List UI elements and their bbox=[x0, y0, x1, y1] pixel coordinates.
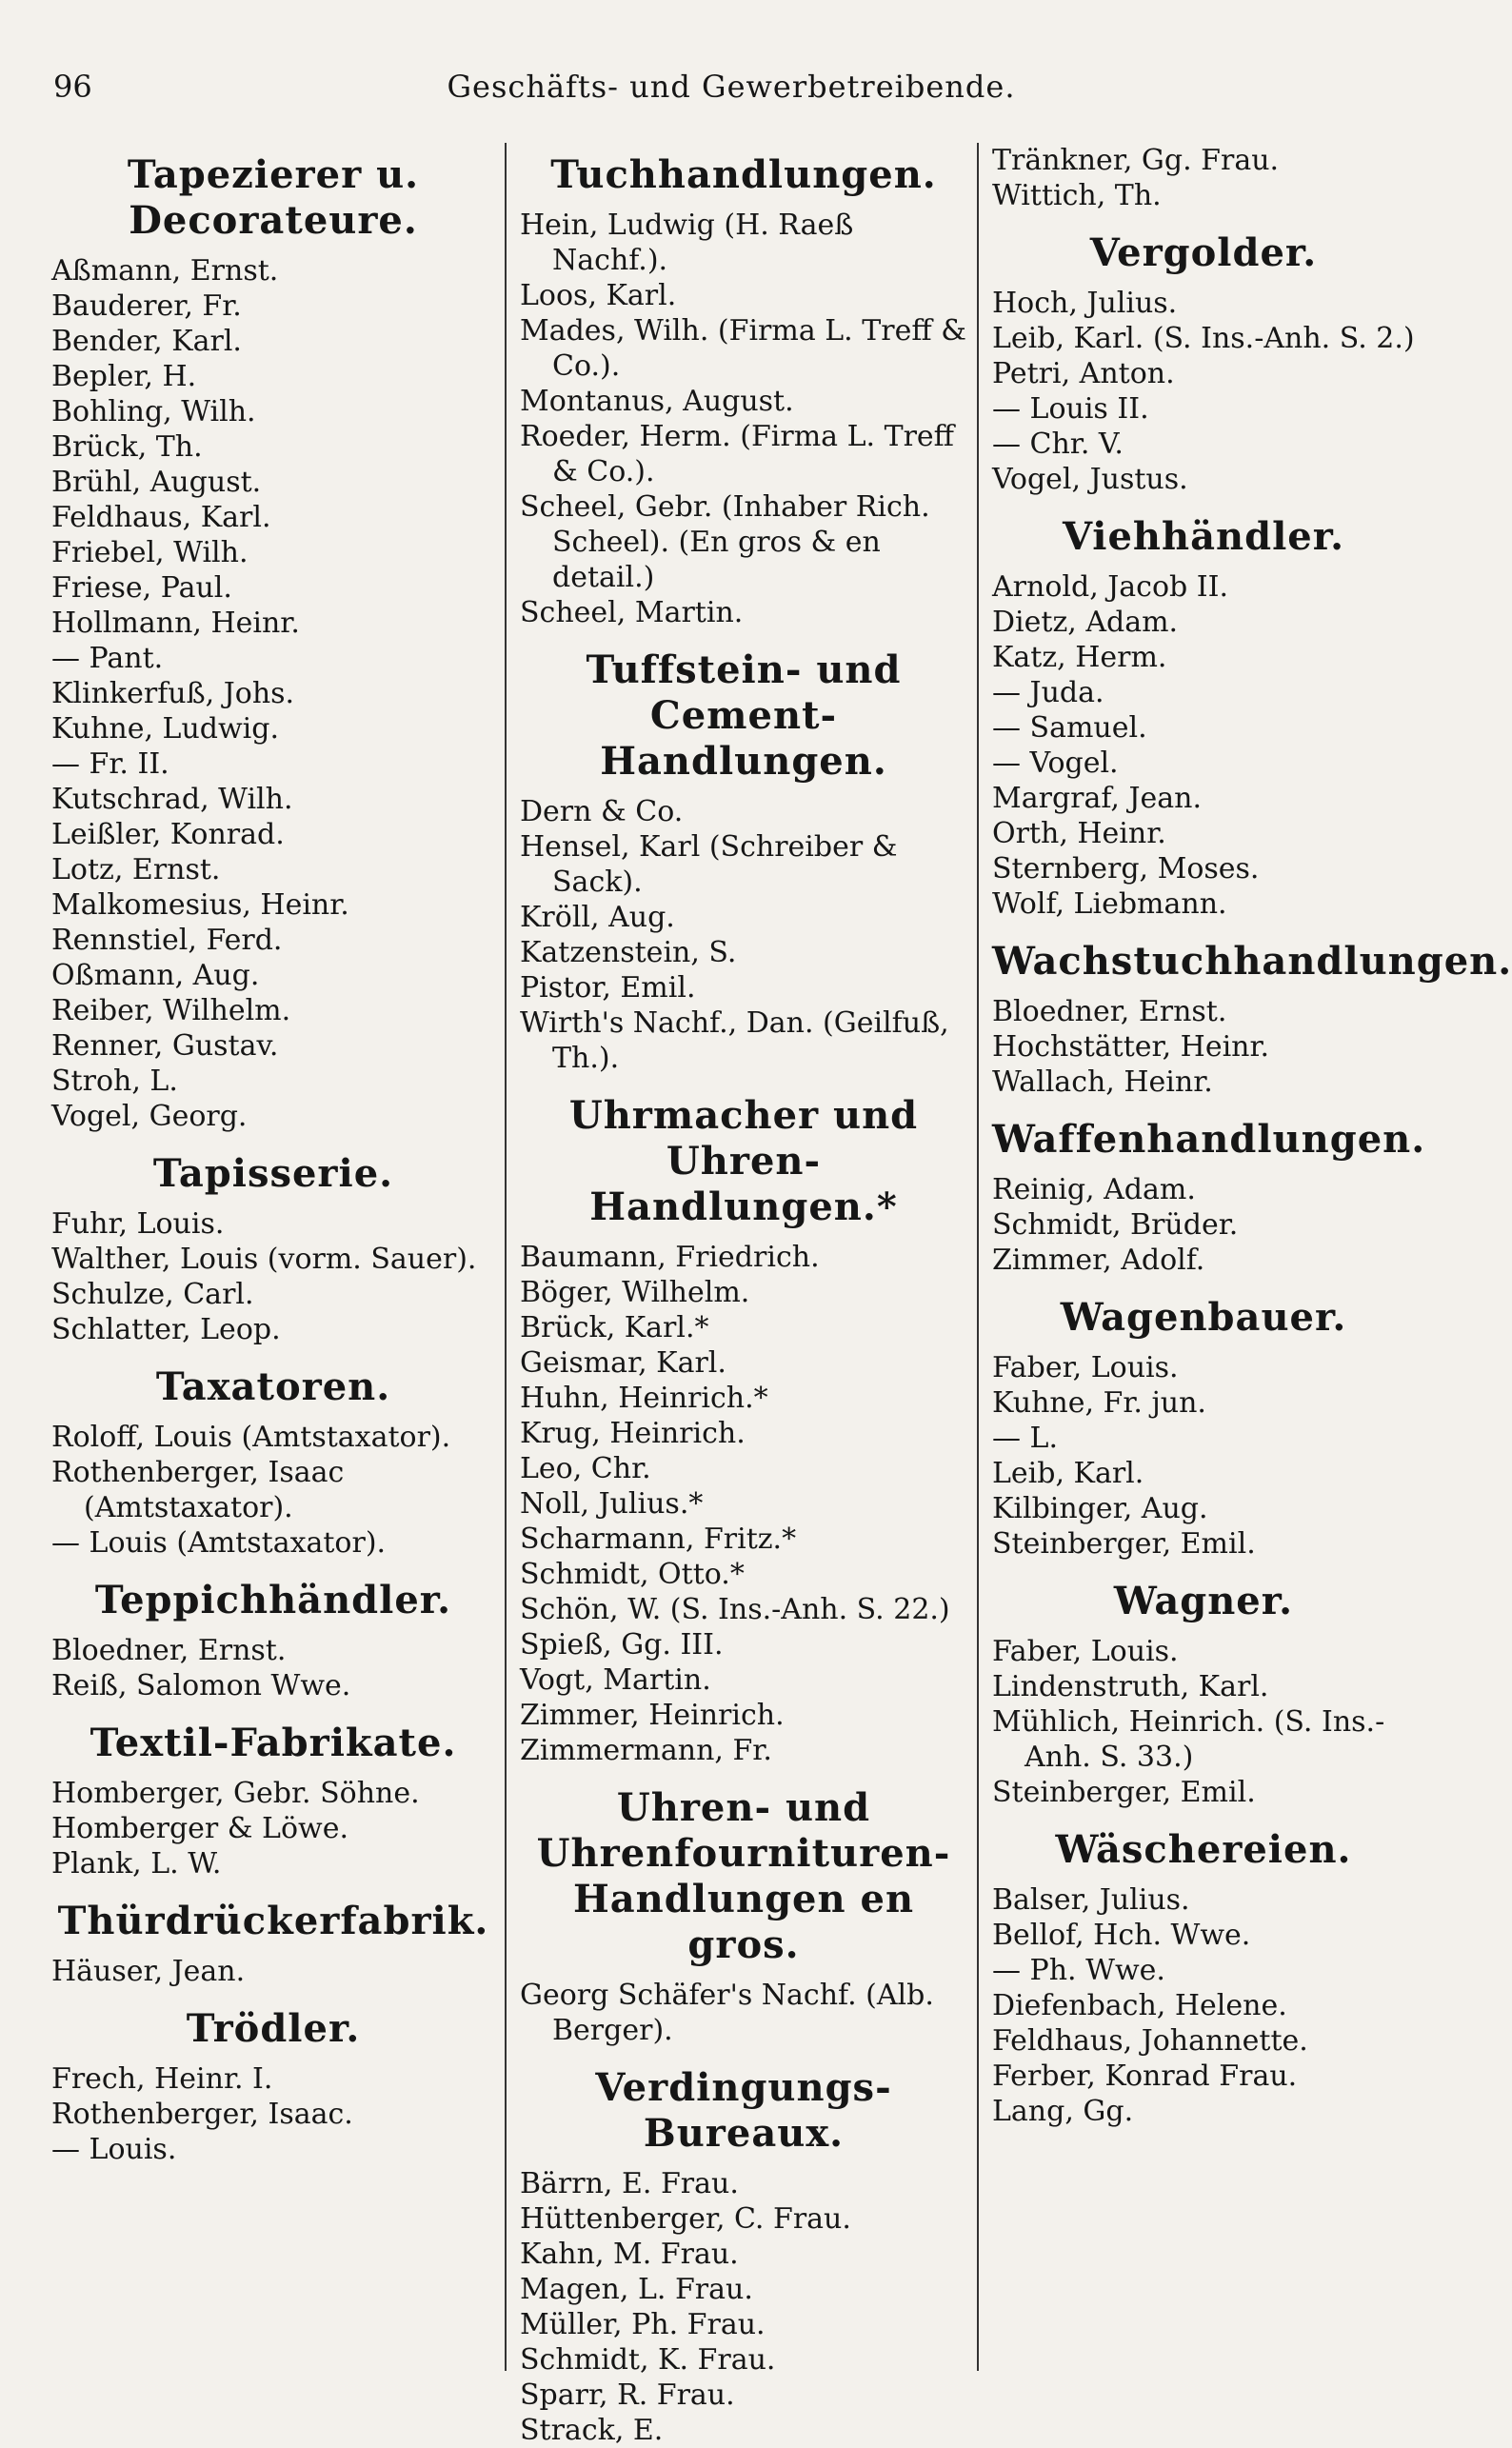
section-title: Tapezierer u. Decorateure. bbox=[127, 152, 420, 243]
section-title: Tuffstein- und Cement-Handlungen. bbox=[586, 647, 902, 784]
directory-entry: Frech, Heinr. I. bbox=[51, 2062, 273, 2096]
directory-entry: Homberger & Löwe. bbox=[51, 1812, 348, 1845]
directory-entry: Schmidt, Brüder. bbox=[992, 1208, 1239, 1242]
directory-entry: Lang, Gg. bbox=[992, 2095, 1134, 2128]
directory-entry: — Louis. bbox=[51, 2133, 177, 2166]
directory-entry: Klinkerfuß, Johs. bbox=[51, 677, 295, 710]
directory-entry: Rennstiel, Ferd. bbox=[51, 924, 283, 957]
directory-entry: Katz, Herm. bbox=[992, 641, 1167, 674]
directory-entry: Feldhaus, Karl. bbox=[51, 501, 271, 534]
directory-entry: Spieß, Gg. III. bbox=[520, 1628, 724, 1662]
directory-entry: Leo, Chr. bbox=[520, 1452, 651, 1485]
directory-entry: Bärrn, E. Frau. bbox=[520, 2167, 739, 2200]
section-title: Trödler. bbox=[186, 2006, 361, 2051]
running-title: Geschäfts- und Gewerbetreibende. bbox=[447, 69, 1016, 105]
directory-entry: Häuser, Jean. bbox=[51, 1955, 246, 1988]
directory-entry: Böger, Wilhelm. bbox=[520, 1276, 750, 1309]
directory-entry: Rothenberger, Isaac. bbox=[51, 2098, 353, 2131]
directory-entry: Scheel, Martin. bbox=[520, 596, 744, 629]
directory-entry: Faber, Louis. bbox=[992, 1635, 1179, 1668]
directory-entry: Kutschrad, Wilh. bbox=[51, 783, 293, 816]
directory-entry: Stroh, L. bbox=[51, 1065, 178, 1098]
directory-entry: Brück, Th. bbox=[51, 430, 203, 464]
directory-entry: Leib, Karl. bbox=[992, 1457, 1144, 1490]
directory-entry: Bloedner, Ernst. bbox=[992, 995, 1227, 1028]
directory-entry: Petri, Anton. bbox=[992, 357, 1175, 390]
directory-entry: Feldhaus, Johannette. bbox=[992, 2024, 1308, 2058]
directory-entry: Zimmer, Heinrich. bbox=[520, 1699, 785, 1732]
column-3 bbox=[977, 143, 1512, 2371]
directory-entry: Wallach, Heinr. bbox=[992, 1065, 1213, 1099]
directory-entry: Brück, Karl.* bbox=[520, 1311, 709, 1344]
directory-entry: Diefenbach, Helene. bbox=[992, 1989, 1287, 2022]
directory-entry: Reinig, Adam. bbox=[992, 1173, 1196, 1206]
directory-entry: Hollmann, Heinr. bbox=[51, 607, 300, 640]
section-title: Uhrmacher und Uhren-Handlungen.* bbox=[568, 1093, 919, 1229]
section-title: Waffenhandlungen. bbox=[992, 1117, 1426, 1162]
directory-entry: Reiber, Wilhelm. bbox=[51, 994, 291, 1027]
directory-entry: — Pant. bbox=[51, 642, 164, 675]
directory-entry: — L. bbox=[992, 1422, 1058, 1455]
directory-entry: Schmidt, Otto.* bbox=[520, 1558, 745, 1591]
directory-entry: Leib, Karl. (S. Ins.-Anh. S. 2.) bbox=[992, 322, 1415, 355]
directory-entry: Scharmann, Fritz.* bbox=[520, 1523, 797, 1556]
directory-entry: Kuhne, Fr. jun. bbox=[992, 1386, 1206, 1420]
directory-entry: Schlatter, Leop. bbox=[51, 1313, 281, 1346]
directory-entry: Roeder, Herm. (Firma L. Treff & Co.). bbox=[520, 420, 954, 488]
section-title: Tapisserie. bbox=[152, 1151, 394, 1196]
section-title: Wachstuchhandlungen. bbox=[992, 939, 1512, 984]
directory-entry: Renner, Gustav. bbox=[51, 1029, 279, 1063]
directory-entry: Fuhr, Louis. bbox=[51, 1207, 225, 1241]
section-title: Thürdrückerfabrik. bbox=[57, 1899, 489, 1943]
directory-entry: Hein, Ludwig (H. Raeß Nachf.). bbox=[520, 209, 854, 277]
directory-entry: Schmidt, K. Frau. bbox=[520, 2343, 776, 2377]
directory-entry: Huhn, Heinrich.* bbox=[520, 1382, 768, 1415]
directory-entry: Friese, Paul. bbox=[51, 571, 232, 605]
section-title: Vergolder. bbox=[1089, 230, 1318, 275]
directory-entry: Wolf, Liebmann. bbox=[992, 887, 1227, 921]
directory-entry: Margraf, Jean. bbox=[992, 782, 1203, 815]
directory-entry: Scheel, Gebr. (Inhaber Rich. Scheel). (En gros & en detail.) bbox=[520, 490, 930, 594]
directory-entry: Magen, L. Frau. bbox=[520, 2273, 753, 2306]
directory-entry: — Ph. Wwe. bbox=[992, 1954, 1165, 1987]
directory-entry: Vogel, Georg. bbox=[51, 1100, 248, 1133]
directory-entry: — Louis II. bbox=[992, 392, 1149, 426]
directory-entry: Sternberg, Moses. bbox=[992, 852, 1260, 886]
directory-entry: Hochstätter, Heinr. bbox=[992, 1030, 1270, 1064]
section-title: Wäschereien. bbox=[1055, 1827, 1352, 1872]
directory-entry: Vogel, Justus. bbox=[992, 463, 1188, 496]
directory-entry: Georg Schäfer's Nachf. (Alb. Berger). bbox=[520, 1979, 934, 2047]
directory-entry: Bellof, Hch. Wwe. bbox=[992, 1919, 1251, 1952]
directory-entry: Bohling, Wilh. bbox=[51, 395, 256, 428]
section-title: Textil-Fabrikate. bbox=[90, 1721, 457, 1765]
column-2 bbox=[505, 143, 977, 2447]
directory-entry: Bauderer, Fr. bbox=[51, 289, 242, 323]
directory-entry: Steinberger, Emil. bbox=[992, 1776, 1256, 1809]
directory-entry: Orth, Heinr. bbox=[992, 817, 1166, 850]
directory-entry: Walther, Louis (vorm. Sauer). bbox=[51, 1243, 477, 1276]
directory-entry: Lotz, Ernst. bbox=[51, 853, 221, 886]
directory-entry: Wittich, Th. bbox=[992, 179, 1162, 212]
directory-entry: Mades, Wilh. (Firma L. Treff & Co.). bbox=[520, 314, 966, 383]
section-title: Wagner. bbox=[1113, 1579, 1294, 1623]
directory-entry: Brühl, August. bbox=[51, 466, 262, 499]
page-header bbox=[48, 69, 1415, 114]
directory-entry: Sparr, R. Frau. bbox=[520, 2378, 735, 2412]
directory-entry: Oßmann, Aug. bbox=[51, 959, 260, 992]
directory-entry: Baumann, Friedrich. bbox=[520, 1241, 820, 1274]
directory-entry: Katzenstein, S. bbox=[520, 936, 737, 969]
section-title: Viehhändler. bbox=[1062, 514, 1345, 559]
directory-entry: Roloff, Louis (Amtstaxator). bbox=[51, 1421, 451, 1454]
directory-entry: — Louis (Amtstaxator). bbox=[51, 1526, 387, 1560]
section-title: Tuchhandlungen. bbox=[550, 152, 937, 197]
directory-entry: Aßmann, Ernst. bbox=[51, 254, 279, 288]
directory-entry: — Samuel. bbox=[992, 711, 1147, 745]
directory-entry: Hüttenberger, C. Frau. bbox=[520, 2202, 851, 2236]
directory-entry: Arnold, Jacob II. bbox=[992, 570, 1229, 604]
directory-entry: — Vogel. bbox=[992, 746, 1119, 780]
directory-entry: Mühlich, Heinrich. (S. Ins.-Anh. S. 33.) bbox=[992, 1705, 1385, 1774]
directory-entry: Loos, Karl. bbox=[520, 279, 677, 312]
directory-entry: Leißler, Konrad. bbox=[51, 818, 285, 851]
section-title: Taxatoren. bbox=[155, 1364, 391, 1409]
directory-entry: Rothenberger, Isaac (Amtstaxator). bbox=[51, 1456, 345, 1524]
directory-entry: Plank, L. W. bbox=[51, 1847, 222, 1881]
directory-entry: Montanus, August. bbox=[520, 385, 794, 418]
directory-entry: — Juda. bbox=[992, 676, 1104, 709]
directory-entry: Kahn, M. Frau. bbox=[520, 2238, 739, 2271]
directory-entry: Pistor, Emil. bbox=[520, 971, 696, 1005]
directory-entry: Reiß, Salomon Wwe. bbox=[51, 1669, 351, 1702]
column-1 bbox=[38, 143, 505, 2371]
directory-entry: Ferber, Konrad Frau. bbox=[992, 2060, 1298, 2093]
directory-entry: Schulze, Carl. bbox=[51, 1278, 254, 1311]
directory-entry: Bepler, H. bbox=[51, 360, 197, 393]
directory-entry: Kilbinger, Aug. bbox=[992, 1492, 1208, 1525]
directory-entry: — Fr. II. bbox=[51, 747, 169, 781]
directory-entry: Zimmer, Adolf. bbox=[992, 1244, 1205, 1277]
directory-entry: Bloedner, Ernst. bbox=[51, 1634, 287, 1667]
section-title: Verdingungs-Bureaux. bbox=[595, 2065, 892, 2156]
section-title: Uhren- und Uhrenfournituren-Handlungen en gros. bbox=[536, 1785, 951, 1967]
directory-entry: Hoch, Julius. bbox=[992, 287, 1178, 320]
section-title: Wagenbauer. bbox=[1060, 1295, 1347, 1340]
directory-entry: Balser, Julius. bbox=[992, 1883, 1190, 1917]
directory-entry: Kuhne, Ludwig. bbox=[51, 712, 280, 746]
directory-entry: Geismar, Karl. bbox=[520, 1346, 726, 1380]
directory-entry: Strack, E. bbox=[520, 2414, 664, 2447]
directory-entry: Müller, Ph. Frau. bbox=[520, 2308, 766, 2341]
directory-entry: Krug, Heinrich. bbox=[520, 1417, 746, 1450]
directory-entry: Dietz, Adam. bbox=[992, 606, 1179, 639]
directory-entry: Malkomesius, Heinr. bbox=[51, 888, 349, 922]
directory-columns bbox=[38, 143, 1512, 2447]
directory-entry: Wirth's Nachf., Dan. (Geilfuß, Th.). bbox=[520, 1006, 949, 1075]
directory-entry: Bender, Karl. bbox=[51, 325, 242, 358]
directory-entry: Faber, Louis. bbox=[992, 1351, 1179, 1384]
directory-entry: Friebel, Wilh. bbox=[51, 536, 249, 569]
directory-entry: Zimmermann, Fr. bbox=[520, 1734, 772, 1767]
directory-entry: Schön, W. (S. Ins.-Anh. S. 22.) bbox=[520, 1593, 950, 1626]
directory-entry: Dern & Co. bbox=[520, 795, 684, 828]
page-number: 96 bbox=[53, 69, 92, 105]
directory-entry: Steinberger, Emil. bbox=[992, 1527, 1256, 1561]
directory-entry: Noll, Julius.* bbox=[520, 1487, 704, 1521]
section-title: Teppichhändler. bbox=[94, 1578, 452, 1622]
directory-entry: Hensel, Karl (Schreiber & Sack). bbox=[520, 830, 898, 899]
directory-entry: — Chr. V. bbox=[992, 428, 1124, 461]
directory-entry: Vogt, Martin. bbox=[520, 1663, 711, 1697]
directory-entry: Homberger, Gebr. Söhne. bbox=[51, 1777, 420, 1810]
directory-entry: Lindenstruth, Karl. bbox=[992, 1670, 1269, 1703]
directory-entry: Kröll, Aug. bbox=[520, 901, 675, 934]
directory-entry: Tränkner, Gg. Frau. bbox=[992, 144, 1280, 177]
